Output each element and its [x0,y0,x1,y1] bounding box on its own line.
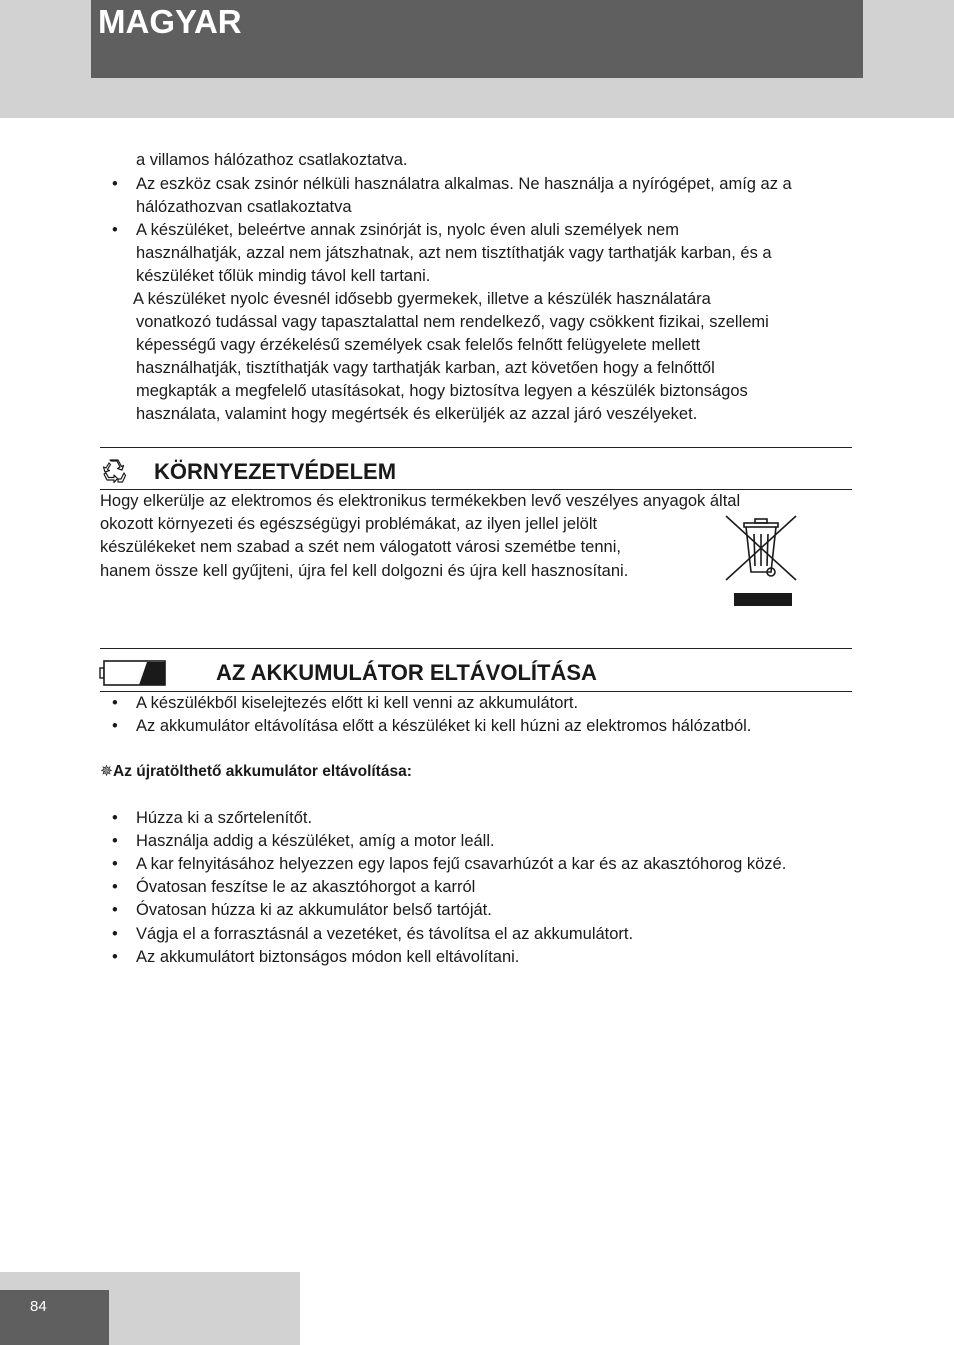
battery-icon [99,660,167,686]
step-text: Húzza ki a szőrtelenítőt. [136,809,313,827]
environment-line: okozott környezeti és egészségügyi problémákat, az ilyen jellel jelölt [100,515,598,533]
bullet-dot: • [112,925,118,943]
page-number-box [0,1290,109,1345]
bullet-text: hálózathozvan csatlakoztatva [136,198,352,216]
step-text: A kar felnyitásához helyezzen egy lapos fejű csavarhúzót a kar és az akasztóhorog közé. [136,855,787,873]
bullet-dot: • [112,175,118,193]
bin-symbol-bar [734,593,792,606]
recycle-icon [101,458,127,484]
star-icon: ✵ [100,763,113,780]
bullet-text: A készülékből kiselejtezés előtt ki kell venni az akkumulátort. [136,694,579,712]
bullet-text: készüléket tőlük mindig távol kell tartani. [136,267,431,285]
intro-line: a villamos hálózathoz csatlakoztatva. [136,151,408,169]
bullet-dot: • [112,221,118,239]
battery-subheading [100,761,412,783]
step-text: Óvatosan húzza ki az akkumulátor belső tartóját. [136,901,492,919]
bullet-dot: • [112,809,118,827]
bullet-text: Az akkumulátor eltávolítása előtt a készüléket ki kell húzni az elektromos hálózatból. [136,717,752,735]
paragraph-line: képességű vagy érzékelésű személyek csak felelős felnőtt felügyelete mellett [136,336,701,354]
paragraph-line: megkapták a megfelelő utasításokat, hogy biztosítva legyen a készülék biztonságos [136,382,748,400]
language-title: MAGYAR [98,3,242,40]
paragraph-line: vonatkozó tudással vagy tapasztalattal nem rendelkező, vagy csökkent fizikai, szellemi [136,313,769,331]
bullet-text: Az eszköz csak zsinór nélküli használatra alkalmas. Ne használja a nyírógépet, amíg az a [136,175,792,193]
page-number: 84 [30,1298,47,1315]
bullet-dot: • [112,901,118,919]
section-rule-top [100,447,852,448]
bullet-dot: • [112,694,118,712]
bullet-text: A készüléket, beleértve annak zsinórját is, nyolc éven aluli személyek nem [136,221,679,239]
environment-line: készülékeket nem szabad a szét nem válogatott városi szemétbe tenni, [100,538,621,556]
language-bar [91,0,863,78]
paragraph-line: használhatják, tisztíthatják vagy tarthatják karban, azt követően hogy a felnőttől [136,359,715,377]
crossed-out-bin-icon [724,514,798,582]
step-text: Az akkumulátort biztonságos módon kell eltávolítani. [136,948,520,966]
bullet-dot: • [112,855,118,873]
battery-heading: AZ AKKUMULÁTOR ELTÁVOLÍTÁSA [216,660,597,685]
paragraph-line: használata, valamint hogy megértsék és elkerüljék az azzal járó veszélyeket. [136,405,698,423]
bullet-dot: • [112,832,118,850]
step-text: Vágja el a forrasztásnál a vezetéket, és távolítsa el az akkumulátort. [136,925,634,943]
step-text: Használja addig a készüléket, amíg a motor leáll. [136,832,495,850]
bullet-text: használhatják, azzal nem játszhatnak, azt nem tisztíthatják vagy tarthatják karban, és a [136,244,772,262]
section-rule-top [100,648,852,649]
step-text: Óvatosan feszítse le az akasztóhorgot a karról [136,878,476,896]
paragraph-line: A készüléket nyolc évesnél idősebb gyermekek, illetve a készülék használatára [133,290,711,308]
subheading-text: Az újratölthető akkumulátor eltávolítása: [113,763,412,780]
environment-heading: KÖRNYEZETVÉDELEM [154,459,397,484]
bullet-dot: • [112,717,118,735]
environment-line: Hogy elkerülje az elektromos és elektronikus termékekben levő veszélyes anyagok által [100,492,741,510]
bullet-dot: • [112,878,118,896]
bullet-dot: • [112,948,118,966]
environment-line: hanem össze kell gyűjteni, újra fel kell dolgozni és újra kell hasznosítani. [100,562,629,580]
